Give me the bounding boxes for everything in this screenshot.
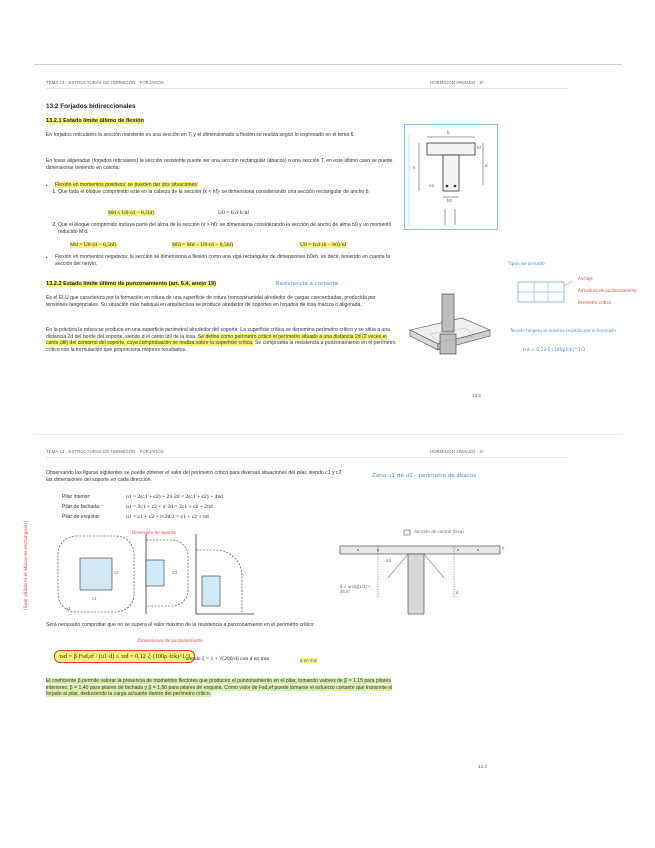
- page2-handwritten-note: Zona u1 de u1 - perímetro de ábacos: [372, 473, 477, 479]
- dim-d: d: [485, 163, 488, 168]
- pilar-interior-formula: u1 = 2(c1 + c2) + 2π·2d = 2(c1 + c2) + 4πd: [126, 494, 223, 500]
- dim-h: h: [413, 165, 416, 170]
- t-section-figure: [404, 124, 498, 230]
- page2-intro: Observando las figuras siguientes se puede obtener el valor del perímetro crítico para diversas situaciones del pilar, siendo c1 y c2 las dimensiones del soporte en cada dirección.: [46, 470, 342, 483]
- page2-header-right: HORMIGÓN ARMADO · 2º: [430, 449, 484, 454]
- fig-label-u1: u1: [66, 606, 71, 611]
- section-figure: [338, 528, 508, 618]
- sub1-title: 13.2.1 Estado límite último de flexión: [46, 118, 144, 124]
- case-2: 2. Que el bloque comprimido incluya parte del alma de la sección (x > hf): se dimensiona considerando la sección de ancho de alma b0 y un momento reducido M'd.: [58, 222, 396, 235]
- page2-header-rule: [46, 457, 568, 458]
- section-diagram: [338, 528, 508, 618]
- critical-perimeter-diagram: [46, 530, 256, 616]
- margin-notes-page1: [508, 262, 648, 392]
- pilar-interior-label: Pilar interior:: [62, 494, 91, 500]
- paragraph-3: Es el ELU que caracteriza por la formación en rotura de una superficie de rotura troncopiramidal alrededor de cargas concentradas, producida por tensiones tangenciales. Su situación más habitual en arquitectura se produce alrededor de soportes en forjados de losa maciza o aligerada.: [46, 295, 376, 308]
- fig-red-note: Dimensión de soporte: [132, 530, 176, 535]
- pilar-esquina-row: [62, 514, 382, 524]
- page1-number: 13.3: [472, 393, 481, 398]
- fig-label-c2: c2: [114, 570, 119, 575]
- formula-units-note: d en mm: [300, 658, 318, 663]
- flexion-list: [46, 182, 396, 195]
- formula-red-note: Dimensiones de punzonamiento: [138, 638, 203, 643]
- final-paragraph: El coeficiente β permite valorar la presencia de momentos flectores que producen el punzonamiento en el pilar, tomando valores de β = 1,15 para pilares interiores, β = 1,40 para pilares de fachada y β = 1,50 para pilares de esquina. Como valor de Fsd,ef puede tomarse el esfuerzo cortante que transmite el forjado al pilar, deduciendo la carga actuante dentro del perímetro crítico.: [46, 678, 393, 698]
- negative-list: [46, 254, 396, 267]
- pilar-interior-row: [62, 494, 382, 504]
- pilar-fachada-formula: u1 = 2c1 + c2 + π·2d = 2c1 + c2 + 2πd: [126, 504, 213, 510]
- formula-2b: M'd = Md − U0·(d − 0,5hf): [172, 242, 234, 248]
- bullet-positive: • Flexión en momentos positivos: se pueden dar dos situaciones:: [55, 182, 396, 189]
- sub2-handwritten-note: Resistencia a cortante: [276, 281, 339, 287]
- page1-top-rule: [34, 64, 622, 65]
- margin-formula: τrd = 0,12·ξ·(100ρfck)^1/3: [522, 348, 586, 353]
- margin-label-anclaje: Anclaje: [578, 276, 593, 281]
- margin-title: Tipos de armado: [508, 262, 545, 267]
- page2-number: 13.4: [478, 764, 487, 769]
- paragraph-1: En forjados reticulares la sección resistente es una sección en T, y el dimensionado a flexión se realiza según lo expresado en el tema 6.: [46, 132, 355, 138]
- pilar-fachada-label: Pilar de fachada:: [62, 504, 101, 510]
- pilar-esquina-label: Pilar de esquina:: [62, 514, 100, 520]
- page2-header-left: TEMA 13 · ESTRUCTURAS DE HORMIGÓN · FORJADOS: [46, 449, 164, 454]
- dim-as: As: [429, 183, 435, 188]
- bullet-negative: • Flexión en momentos negativos: la sección se dimensiona a flexión como una viga rectangular de dimensiones b0xh, es decir, teniendo en cuenta la sección del nervio.: [55, 254, 396, 267]
- t-section-diagram: [405, 125, 497, 229]
- pilar-list: [62, 494, 382, 524]
- paragraph-4-highlight: Se define como perímetro crítico el perímetro situado a una distancia 2d (2 veces el canto útil) del contorno del soporte, cuya comprobación se realiza sobre la superficie crítica.: [46, 333, 387, 347]
- punching-diagram: [404, 290, 496, 358]
- formula-main: τsd = β·Fsd,ef / (u1·d) ≤ τrd = 0,12·ξ·(100ρ·fck)^1/3: [54, 650, 195, 663]
- formula-2c: U0 = fcd·(b − b0)·hf: [300, 242, 347, 248]
- dim-hf: hf: [477, 145, 481, 150]
- dim-b0: b0: [447, 198, 452, 203]
- formula-1a: Md ≤ U0·(d − 0,5hf): [108, 210, 155, 216]
- fig-label-2d: 2d: [172, 570, 177, 575]
- paragraph-4-b: Se comprueba la resistencia a punzonamiento en el perímetro crítico con la formulación que proporciona mejores resultados.: [46, 340, 396, 353]
- vertical-red-note-wrap: [24, 520, 38, 610]
- page1-header-right: HORMIGÓN ARMADO · 2º: [430, 80, 484, 85]
- section-dim-angle: θ = arctg(1/2) ≈ 26,6°: [340, 584, 371, 594]
- paragraph-4-a: En la práctica la rotura se produce en una superficie perimetral alrededor del soporte. La superficie crítica se denomina perímetro crítico y se sitúa a una distancia 2d del borde del soporte, siendo d el canto útil de la losa.: [46, 327, 391, 340]
- section-control-label: Sección de control (losa): [414, 529, 464, 534]
- critical-perimeter-figures: [46, 530, 256, 616]
- dim-b: b: [447, 130, 450, 135]
- section-dim-h: h: [502, 546, 505, 551]
- margin-label-armadura: Armadura de punzonamiento: [578, 288, 637, 293]
- paragraph-4: [46, 327, 396, 353]
- page1-header-left: TEMA 13 · ESTRUCTURAS DE HORMIGÓN · FORJADOS: [46, 80, 164, 85]
- section-dim-d: d: [456, 590, 459, 595]
- margin-label-perimetro: Perímetro crítico: [578, 300, 611, 305]
- section-title: 13.2 Forjados bidireccionales: [46, 103, 136, 110]
- fig-label-c1: c1: [92, 596, 97, 601]
- formula-1b: U0 = fcd·b·hf: [218, 210, 250, 216]
- formula-xi: siendo ξ = 1 + √(200/d) con d en mm: [186, 656, 270, 662]
- vertical-red-note: (Solo válido si el ábaco es rectangular): [24, 520, 29, 610]
- margin-note-text: Tensión tangencial máxima resistida por el hormigón: [510, 328, 616, 333]
- sub2-title: 13.2.2 Estado límite último de punzonamiento (art. 6.4, anejo 19): [46, 281, 217, 287]
- page-separator: [34, 434, 622, 435]
- formula-2a: Md > U0·(d − 0,5hf): [70, 242, 117, 248]
- pilar-fachada-row: [62, 504, 382, 514]
- punching-figure: [404, 290, 496, 358]
- pilar-esquina-formula: u1 = c1 + c2 + π·2d/2 = c1 + c2 + πd: [126, 514, 209, 520]
- page1-header-rule: [46, 88, 568, 89]
- case-2-wrap: [46, 222, 396, 235]
- paragraph-2: En losas aligeradas (forjados reticulares) la sección resistente puede ser una sección rectangular (ábacos) o una sección T, en este último caso se puede dimensionar teniendo en cuenta:: [46, 158, 393, 171]
- section-dim-2d: 2d: [386, 558, 391, 563]
- case-1: 1. Que toda el bloque comprimido esté en la cabeza de la sección (x < hf): se dimensiona considerando una sección rectangular de ancho b.: [58, 189, 396, 196]
- check-text: Será necesario comprobar que no se supera el valor máximo de la resistencia a punzonamiento en el perímetro crítico:: [46, 622, 315, 628]
- margin-sketch: [512, 276, 572, 312]
